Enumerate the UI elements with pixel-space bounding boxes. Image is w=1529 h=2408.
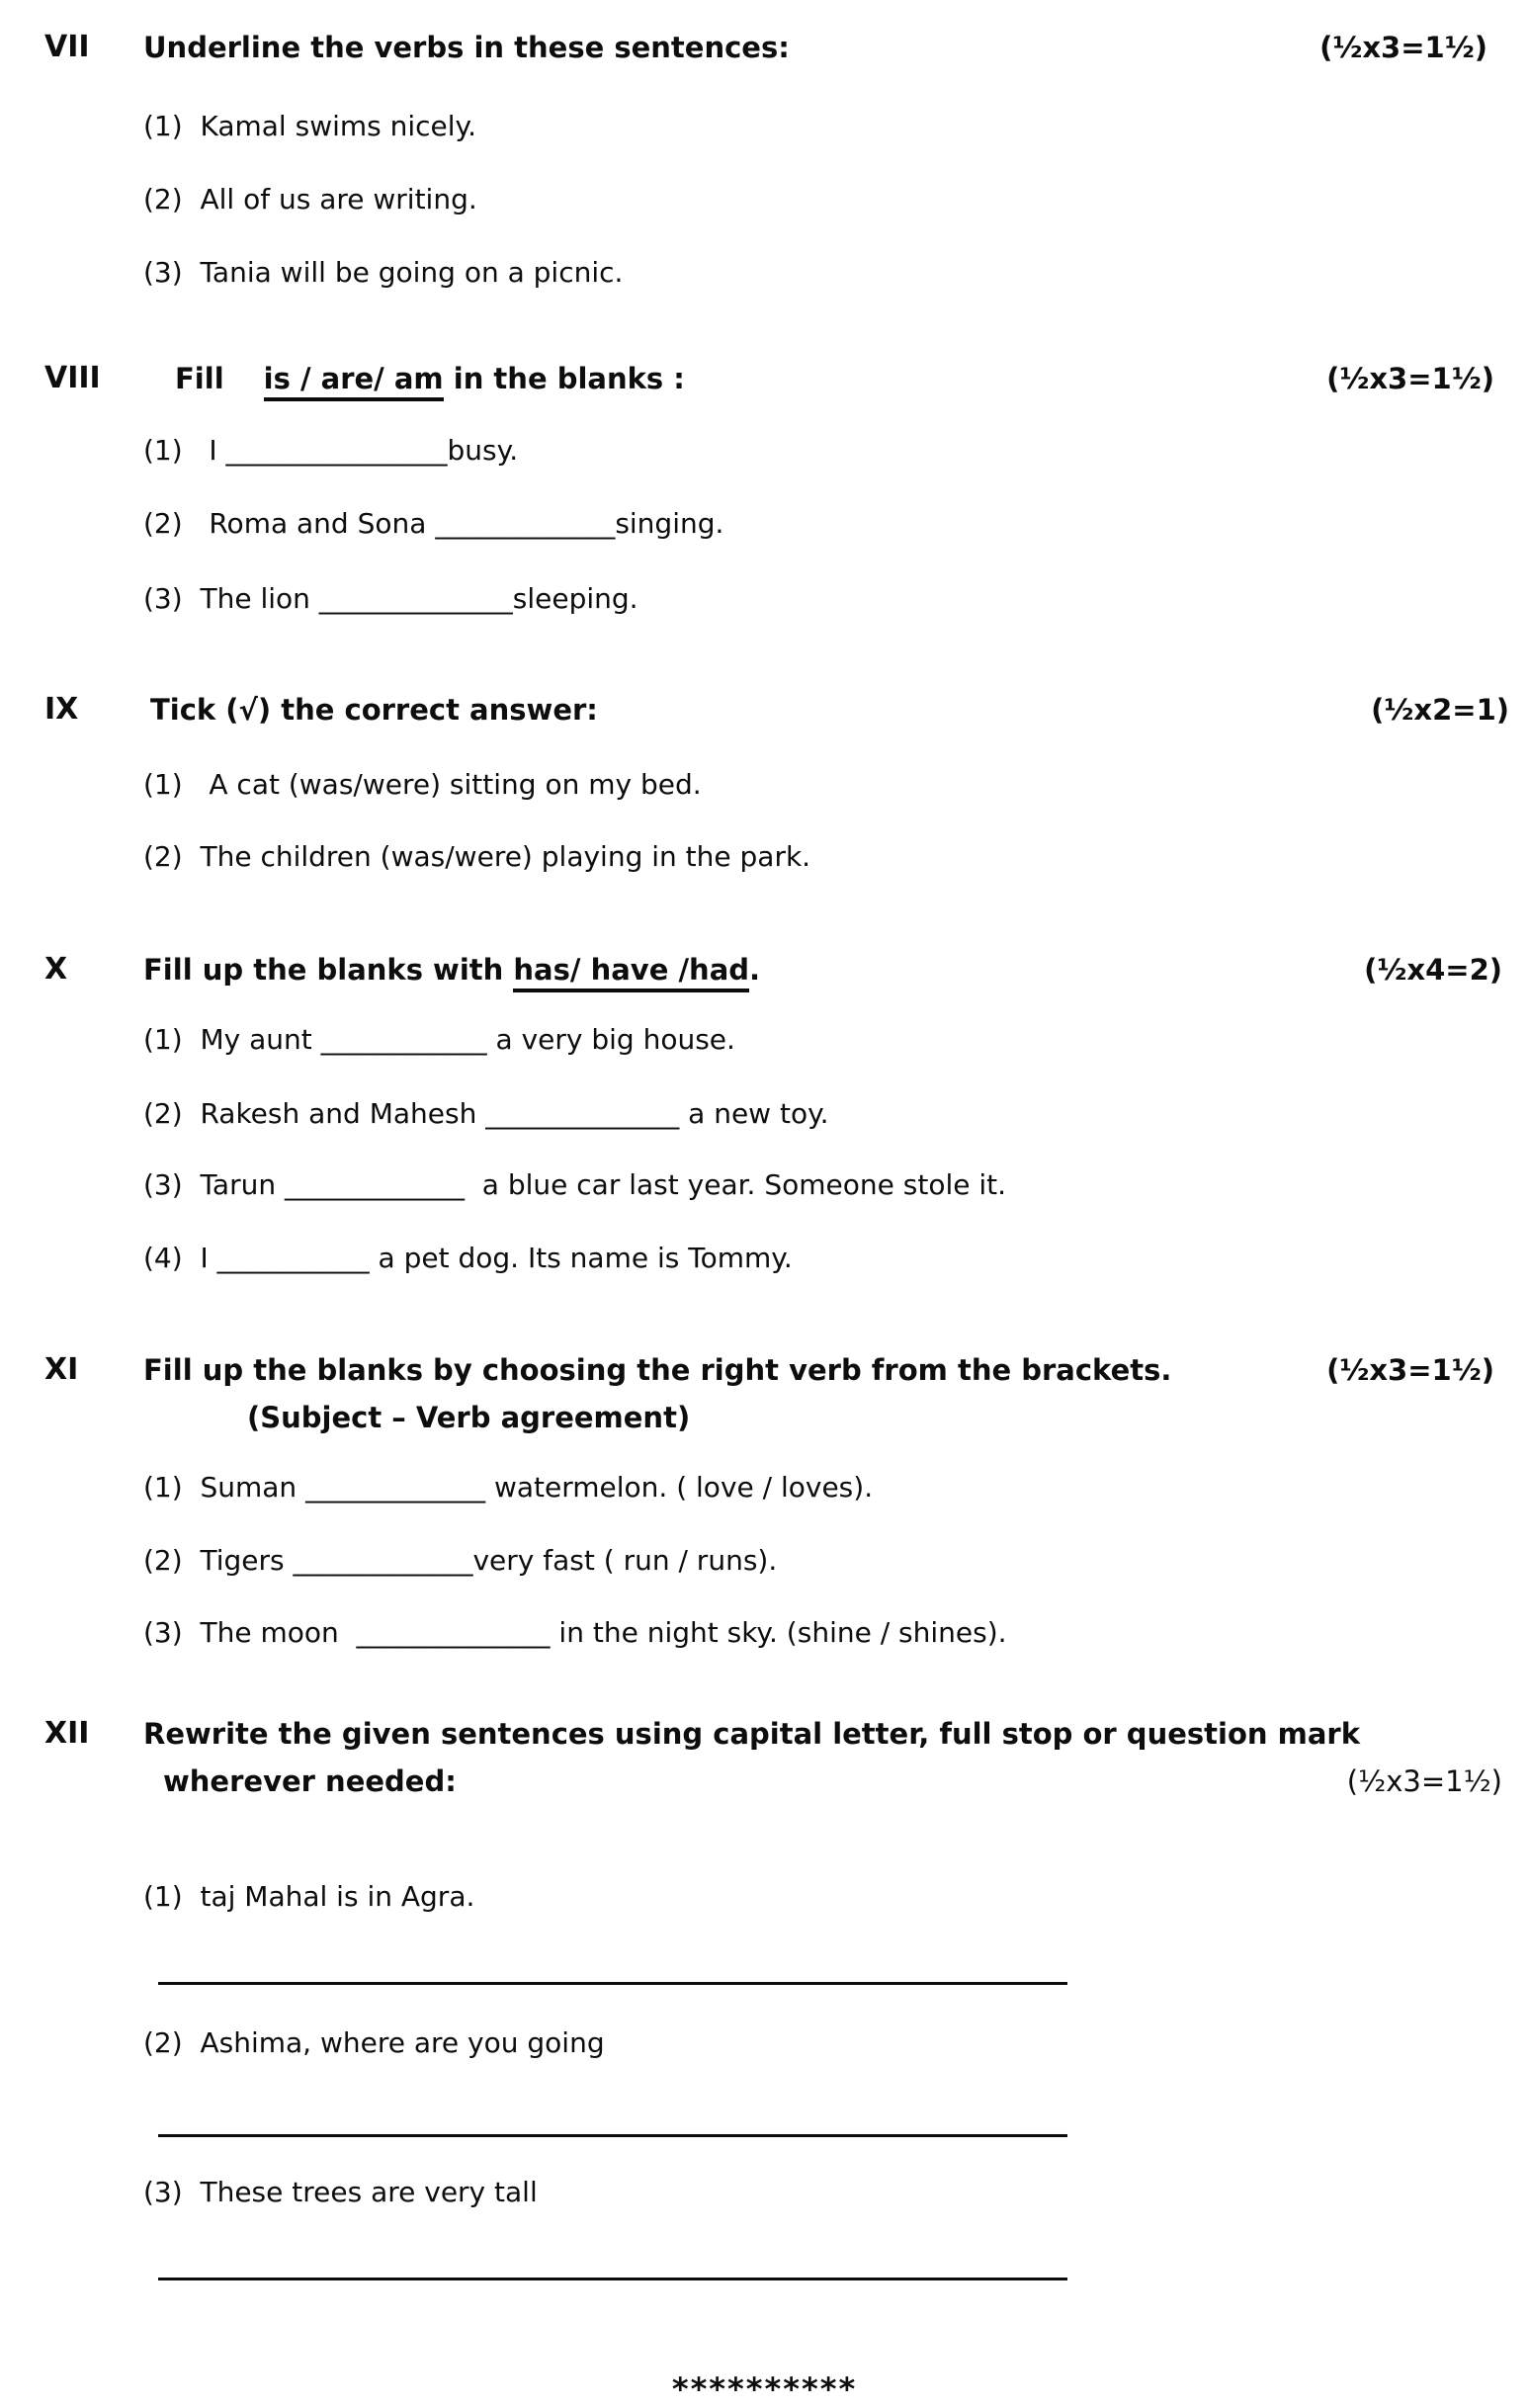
question-xii-3: (3) These trees are very tall bbox=[143, 2176, 538, 2208]
section-x-title bbox=[143, 950, 760, 989]
section-ix-numeral: IX bbox=[44, 692, 79, 727]
section-ix-marks: (½x2=1) bbox=[1371, 693, 1509, 727]
answer-line-1 bbox=[158, 1982, 1067, 1985]
section-viii-title-pre: Fill bbox=[175, 362, 224, 395]
question-xii-1: (1) taj Mahal is in Agra. bbox=[143, 1880, 475, 1913]
question-x-3: (3) Tarun _____________ a blue car last year. Someone stole it. bbox=[143, 1168, 1007, 1201]
question-viii-2: (2) Roma and Sona _____________singing. bbox=[143, 507, 724, 540]
section-viii-marks: (½x3=1½) bbox=[1326, 362, 1494, 395]
section-xi-subtitle: (Subject – Verb agreement) bbox=[247, 1401, 691, 1434]
question-viii-1: (1) I ________________busy. bbox=[143, 434, 519, 467]
section-xii-marks: (½x3=1½) bbox=[1346, 1764, 1502, 1798]
footer-asterisks: ********** bbox=[671, 2370, 858, 2408]
section-viii-numeral: VIII bbox=[44, 361, 101, 395]
section-ix-title: Tick (√) the correct answer: bbox=[150, 693, 598, 727]
question-xi-3: (3) The moon ______________ in the night sky. (shine / shines). bbox=[143, 1616, 1007, 1649]
question-x-1: (1) My aunt ____________ a very big house. bbox=[143, 1023, 735, 1056]
section-vii-title: Underline the verbs in these sentences: bbox=[143, 31, 790, 64]
question-vii-2: (2) All of us are writing. bbox=[143, 183, 477, 215]
question-vii-1: (1) Kamal swims nicely. bbox=[143, 110, 477, 142]
section-xi-title: Fill up the blanks by choosing the right verb from the brackets. bbox=[143, 1353, 1172, 1387]
answer-line-3 bbox=[158, 2278, 1067, 2280]
question-xii-2: (2) Ashima, where are you going bbox=[143, 2026, 605, 2059]
section-xi-numeral: XI bbox=[44, 1352, 79, 1387]
section-x-title-post: . bbox=[749, 953, 761, 987]
section-viii-title-post: in the blanks : bbox=[443, 362, 685, 395]
question-xi-1: (1) Suman _____________ watermelon. ( love / loves). bbox=[143, 1471, 874, 1504]
section-x-numeral: X bbox=[44, 952, 68, 987]
question-x-2: (2) Rakesh and Mahesh ______________ a new toy. bbox=[143, 1097, 829, 1130]
question-xi-2: (2) Tigers _____________very fast ( run / runs). bbox=[143, 1544, 778, 1577]
section-viii-title-underlined: is / are/ am bbox=[264, 362, 444, 401]
section-xii-numeral: XII bbox=[44, 1716, 90, 1751]
question-ix-1: (1) A cat (was/were) sitting on my bed. bbox=[143, 768, 702, 801]
section-x-title-underlined: has/ have /had bbox=[513, 953, 749, 992]
section-xi-marks: (½x3=1½) bbox=[1326, 1353, 1494, 1387]
answer-line-2 bbox=[158, 2134, 1067, 2137]
section-xii-subtitle: wherever needed: bbox=[163, 1764, 457, 1798]
section-x-title-pre: Fill up the blanks with bbox=[143, 953, 514, 987]
section-xii-title: Rewrite the given sentences using capital letter, full stop or question mark bbox=[143, 1717, 1360, 1751]
section-vii-numeral: VII bbox=[44, 30, 90, 64]
question-ix-2: (2) The children (was/were) playing in the park. bbox=[143, 840, 811, 873]
section-vii-marks: (½x3=1½) bbox=[1319, 31, 1487, 64]
section-x-marks: (½x4=2) bbox=[1364, 953, 1502, 987]
section-viii-title bbox=[175, 359, 685, 398]
question-x-4: (4) I ___________ a pet dog. Its name is Tommy. bbox=[143, 1242, 793, 1274]
question-viii-3: (3) The lion ______________sleeping. bbox=[143, 582, 638, 615]
question-vii-3: (3) Tania will be going on a picnic. bbox=[143, 256, 624, 289]
